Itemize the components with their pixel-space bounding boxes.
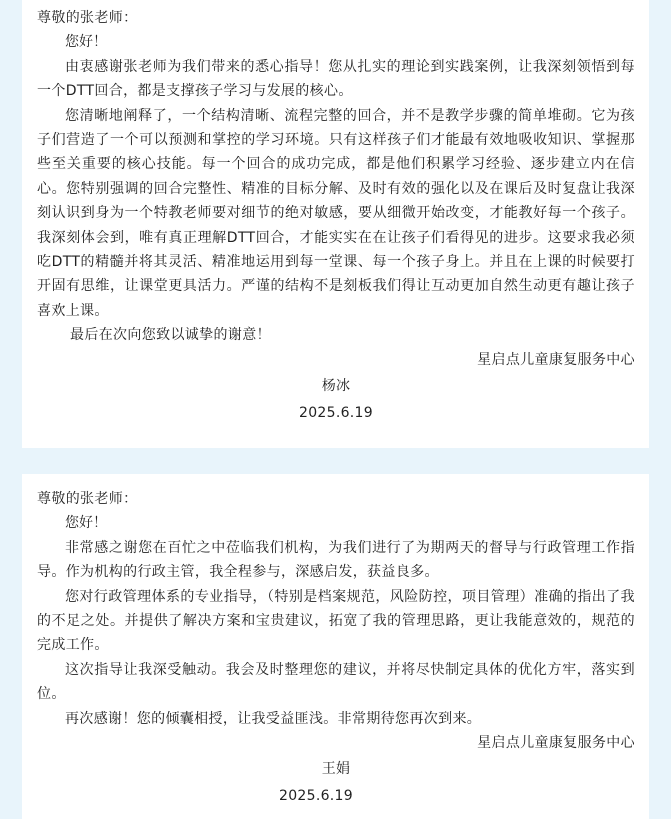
hello-line: 您好！ <box>65 34 107 51</box>
salutation: 尊敬的张老师： <box>37 491 138 507</box>
letter-paragraph: 您对行政管理体系的专业指导，（特别是档案规范，风险防控，项目管理）准确的指出了我的不足之处。并提供了解决方案和宝贵建议，拓宽了我的管理思路，更让我能意效的，规范的完成工作。 <box>37 588 635 654</box>
letter-paragraph: 非常感之谢您在百忙之中莅临我们机构，为我们进行了为期两天的督导与行政管理工作指导。作为机构的行政主管，我全程参与，深感启发，获益良多。 <box>37 539 635 581</box>
letter-date: 2025.6.19 <box>279 787 353 804</box>
organization-name: 星启点儿童康复服务中心 <box>477 735 635 752</box>
salutation: 尊敬的张老师： <box>37 10 138 26</box>
hello-line: 您好！ <box>65 515 107 532</box>
letter-card-wang-juan <box>22 474 649 819</box>
letter-date: 2025.6.19 <box>299 404 373 421</box>
signer-name: 杨冰 <box>321 378 351 395</box>
letter-card-yang-bing <box>22 0 649 448</box>
letter-paragraph: 这次指导让我深受触动。我会及时整理您的建议，并将尽快制定具体的优化方牢，落实到位。 <box>37 661 635 703</box>
signer-name: 王娟 <box>321 761 351 778</box>
closing-line: 再次感谢！您的倾囊相授，让我受益匪浅。非常期待您再次到来。 <box>65 710 482 727</box>
letter-paragraph: 您清晰地阐释了，一个结构清晰、流程完整的回合，并不是教学步骤的简单堆砌。它为孩子们营造了一个可以预测和掌控的学习环境。只有这样孩子们才能最有效地吸收知识、掌握那些至关重要的核心技能。每一个回合的成功完成，都是他们积累学习经验、逐步建立内在信心。您特别强调的回合完整性、精准的目标分解、及时有效的强化以及在课后及时复盘让我深刻认识到身为一个特教老师要对细节的绝对敏感，要从细微开始改变，才能教好每一个孩子。我深刻体会到，唯有真正理解DTT回合，才能实实在在让孩子们看得见的进步。这要求我必须吃DTT的精髓并将其灵活、精准地运用到每一堂课、每一个孩子身上。并且在上课的时候要打开固有思维，让课堂更具活力。严谨的结构不是刻板我们得让互动更加自然生动更有趣让孩子喜欢上课。 <box>37 107 635 319</box>
closing-line: 最后在次向您致以诚挚的谢意！ <box>70 327 271 344</box>
letter-paragraph: 由衷感谢张老师为我们带来的悉心指导！您从扎实的理论到实践案例，让我深刻领悟到每一个DTT回合，都是支撑孩子学习与发展的核心。 <box>37 58 635 100</box>
organization-name: 星启点儿童康复服务中心 <box>477 351 635 368</box>
